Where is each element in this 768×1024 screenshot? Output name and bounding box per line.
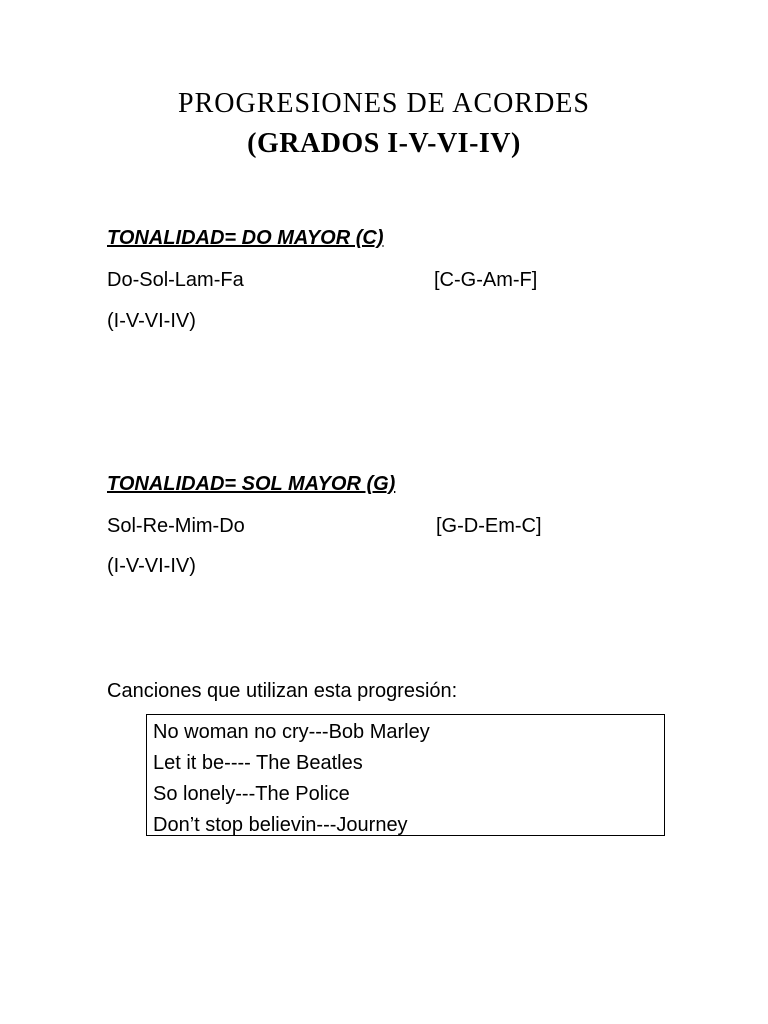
chords-do-mayor: [C-G-Am-F] (434, 269, 538, 291)
section-heading-sol-mayor: TONALIDAD= SOL MAYOR (G) (107, 473, 396, 495)
progression-sol-mayor: Sol-Re-Mim-Do (107, 515, 245, 537)
song-item: Let it be---- The Beatles (153, 752, 363, 774)
song-item: Don’t stop believin---Journey (153, 814, 408, 836)
progression-do-mayor: Do-Sol-Lam-Fa (107, 269, 244, 291)
document-title: PROGRESIONES DE ACORDES (178, 88, 590, 119)
songs-box (146, 714, 665, 836)
document-subtitle: (GRADOS I-V-VI-IV) (247, 128, 521, 159)
song-item: No woman no cry---Bob Marley (153, 721, 430, 743)
degrees-do-mayor: (I-V-VI-IV) (107, 310, 196, 332)
section-heading-do-mayor: TONALIDAD= DO MAYOR (C) (107, 227, 384, 249)
degrees-sol-mayor: (I-V-VI-IV) (107, 555, 196, 577)
songs-intro: Canciones que utilizan esta progresión: (107, 680, 458, 702)
song-item: So lonely---The Police (153, 783, 350, 805)
chords-sol-mayor: [G-D-Em-C] (436, 515, 542, 537)
